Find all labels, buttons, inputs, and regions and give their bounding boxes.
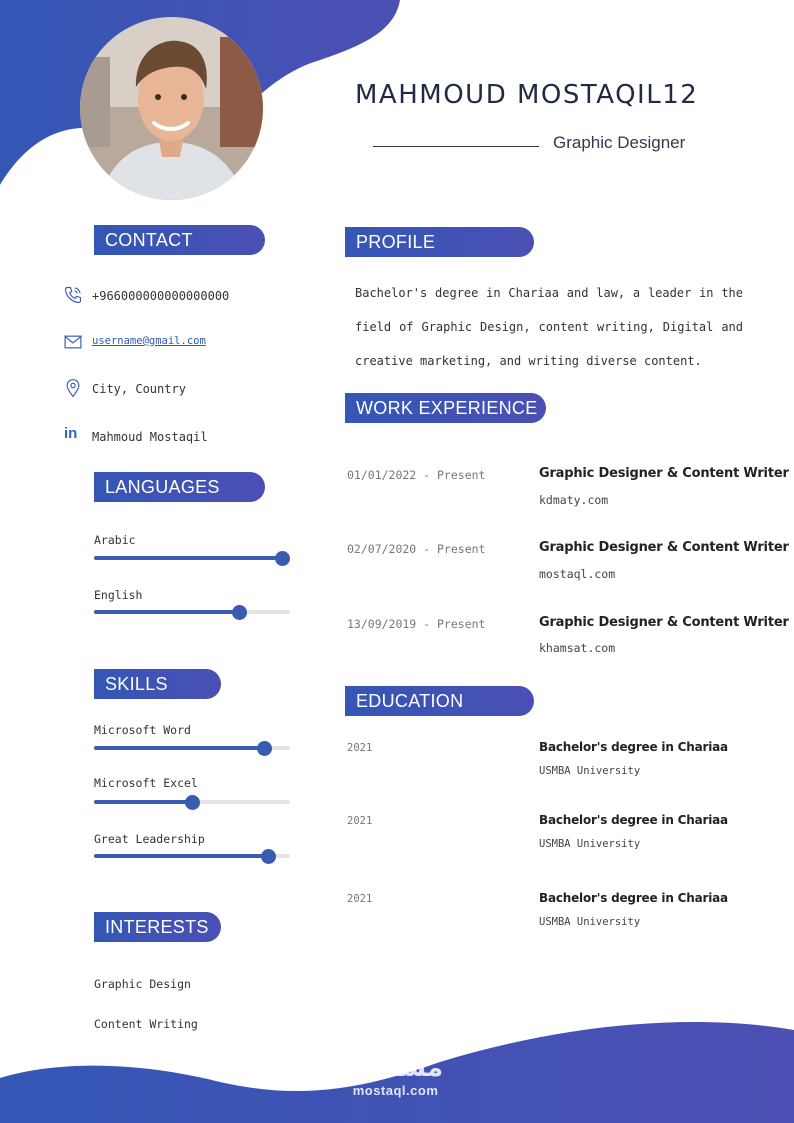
- work-role: Graphic Designer & Content Writer: [539, 466, 789, 481]
- mostaql-watermark: [348, 1055, 443, 1098]
- work-date: 01/01/2022 - Present: [347, 468, 486, 482]
- education-school: USMBA University: [539, 916, 641, 928]
- skill-name: Great Leadership: [94, 832, 205, 846]
- profile-summary: Bachelor's degree in Chariaa and law, a leader in the field of Graphic Design, content writing, Digital and creative marketing, and writing diverse content.: [355, 286, 743, 368]
- work-date: 02/07/2020 - Present: [347, 542, 486, 556]
- interest-item: Graphic Design: [94, 977, 191, 991]
- work-company: mostaql.com: [539, 567, 616, 581]
- phone-icon: [63, 285, 83, 309]
- linkedin-text[interactable]: Mahmoud Mostaqil: [92, 430, 208, 444]
- watermark-arabic: مستقل: [348, 1053, 444, 1083]
- profile-photo: [80, 17, 263, 200]
- skill-level-bar: [94, 854, 290, 858]
- work-role: Graphic Designer & Content Writer: [539, 540, 789, 555]
- interests-heading: INTERESTS: [94, 912, 221, 942]
- skill-level-bar: [94, 746, 290, 750]
- education-year: 2021: [347, 742, 373, 754]
- education-school: USMBA University: [539, 838, 641, 850]
- education-heading: EDUCATION: [345, 686, 534, 716]
- work-role: Graphic Designer & Content Writer: [539, 615, 789, 630]
- languages-heading: LANGUAGES: [94, 472, 265, 502]
- language-name: English: [94, 588, 143, 602]
- language-level-bar: [94, 610, 290, 614]
- phone-number: +966000000000000000: [92, 289, 230, 303]
- mail-icon: [63, 332, 83, 356]
- title-divider: [373, 146, 539, 147]
- skill-name: Microsoft Excel: [94, 776, 198, 790]
- work-company: khamsat.com: [539, 641, 616, 655]
- candidate-name: MAHMOUD MOSTAQIL12: [355, 80, 699, 110]
- job-title: Graphic Designer: [553, 133, 686, 152]
- skill-name: Microsoft Word: [94, 723, 191, 737]
- skills-heading: SKILLS: [94, 669, 221, 699]
- email-link[interactable]: username@gmail.com: [92, 335, 206, 347]
- contact-heading: CONTACT: [94, 225, 265, 255]
- linkedin-icon: in: [64, 425, 78, 442]
- work-company: kdmaty.com: [539, 493, 609, 507]
- profile-heading: PROFILE: [345, 227, 534, 257]
- education-degree: Bachelor's degree in Chariaa: [539, 740, 728, 754]
- education-year: 2021: [347, 815, 373, 827]
- interest-item: Content Writing: [94, 1017, 198, 1031]
- location-pin-icon: [63, 378, 83, 402]
- work-experience-heading: WORK EXPERIENCE: [345, 393, 546, 423]
- work-date: 13/09/2019 - Present: [347, 617, 486, 631]
- language-level-bar: [94, 556, 290, 560]
- education-school: USMBA University: [539, 765, 641, 777]
- education-degree: Bachelor's degree in Chariaa: [539, 813, 728, 827]
- language-name: Arabic: [94, 533, 136, 547]
- education-year: 2021: [347, 893, 373, 905]
- watermark-latin: mostaql.com: [352, 1083, 439, 1098]
- location-text: City, Country: [92, 382, 186, 396]
- skill-level-bar: [94, 800, 290, 804]
- education-degree: Bachelor's degree in Chariaa: [539, 891, 728, 905]
